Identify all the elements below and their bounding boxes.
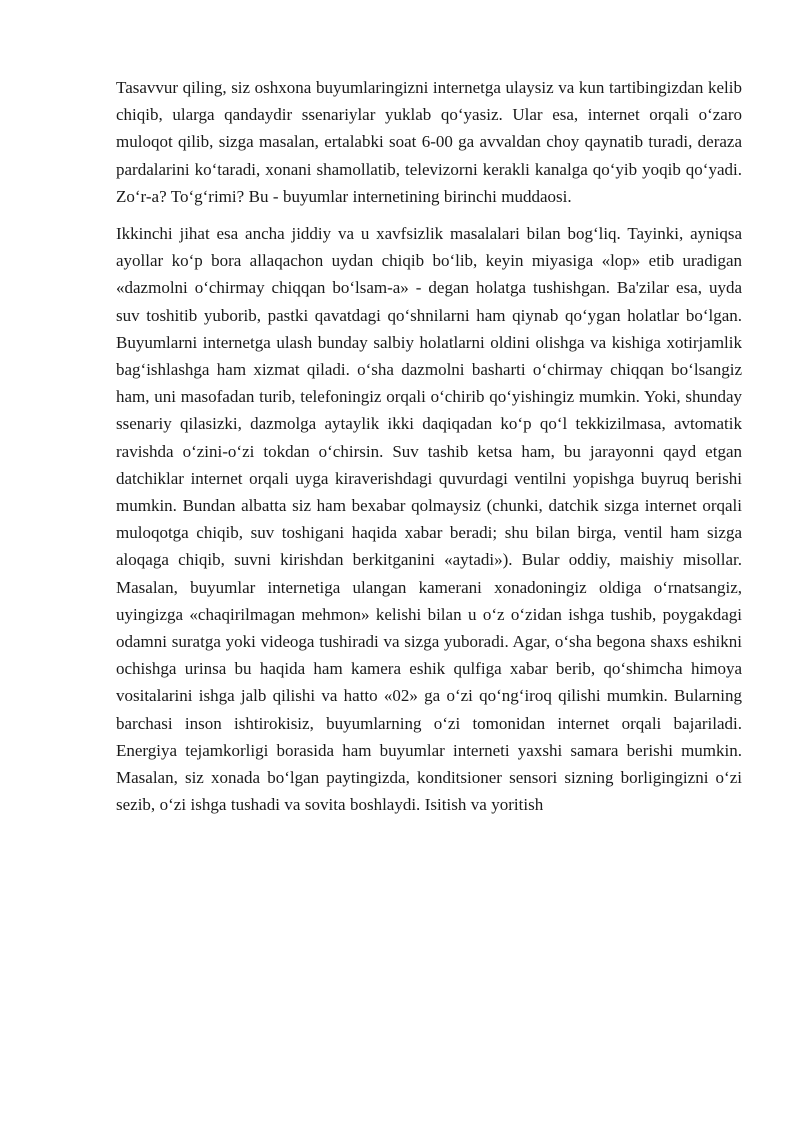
document-page: [116, 74, 742, 826]
paragraph-2: Ikkinchi jihat esa ancha jiddiy va u xavfsizlik masalalari bilan bog‘liq. Tayinki, ayniqsa ayollar ko‘p bora allaqachon uydan chiqib bo‘lib, keyin miyasiga «lop» etib uradigan «dazmolni o‘chirmay chiqqan bo‘lsam-a» - degan holatga tushishgan. Ba'zilar esa, uyda suv toshitib yuborib, pastki qavatdagi qo‘shnilarni ham qiynab qo‘ygan holatlar bo‘lgan. Buyumlarni internetga ulash bunday salbiy holatlarni oldini olishga va kishiga xotirjamlik bag‘ishlashga ham xizmat qiladi. o‘sha dazmolni basharti o‘chirmay chiqqan bo‘lsangiz ham, uni masofadan turib, telefoningiz orqali o‘chirib qo‘yishingiz mumkin. Yoki, shunday ssenariy qilasizki, dazmolga aytaylik ikki daqiqadan ko‘p qo‘l tekkizilmasa, avtomatik ravishda o‘zini-o‘zi tokdan o‘chirsin. Suv tashib ketsa ham, bu jarayonni qayd etgan datchiklar internet orqali uyga kiraverishdagi quvurdagi ventilni yopishga buyruq berishi mumkin. Bundan albatta siz ham bexabar qolmaysiz (chunki, datchik sizga internet orqali muloqotga chiqib, suv toshigani haqida xabar beradi; shu bilan birga, ventil ham sizga aloqaga chiqib, suvni kirishdan berkitganini «aytadi»). Bular oddiy, maishiy misollar. Masalan, buyumlar internetiga ulangan kamerani xonadoningiz oldiga o‘rnatsangiz, uyingizga «chaqirilmagan mehmon» kelishi bilan u o‘z o‘zidan ishga tushib, poygakdagi odamni suratga yoki videoga tushiradi va sizga yuboradi. Agar, o‘sha begona shaxs eshikni ochishga urinsa bu haqida ham kamera eshik qulfiga xabar berib, qo‘shimcha himoya vositalarini ishga jalb qilishi va hatto «02» ga o‘zi qo‘ng‘iroq qilishi mumkin. Bularning barchasi inson ishtirokisiz, buyumlarning o‘zi tomonidan internet orqali bajariladi. Energiya tejamkorligi borasida ham buyumlar interneti yaxshi samara berishi mumkin. Masalan, siz xonada bo‘lgan paytingizda, konditsioner sensori sizning borligingizni o‘zi sezib, o‘zi ishga tushadi va sovita boshlaydi. Isitish va yoritish: [116, 224, 742, 815]
paragraph-1: Tasavvur qiling, siz oshxona buyumlaringizni internetga ulaysiz va kun tartibingizdan kelib chiqib, ularga qandaydir ssenariylar yuklab qo‘yasiz. Ular esa, internet orqali o‘zaro muloqot qilib, sizga masalan, ertalabki soat 6-00 ga avvaldan choy qaynatib turadi, deraza pardalarini ko‘taradi, xonani shamollatib, televizorni kerakli kanalga qo‘yib yoqib qo‘yadi. Zo‘r-a? To‘g‘rimi? Bu - buyumlar internetining birinchi muddaosi.: [116, 78, 742, 206]
